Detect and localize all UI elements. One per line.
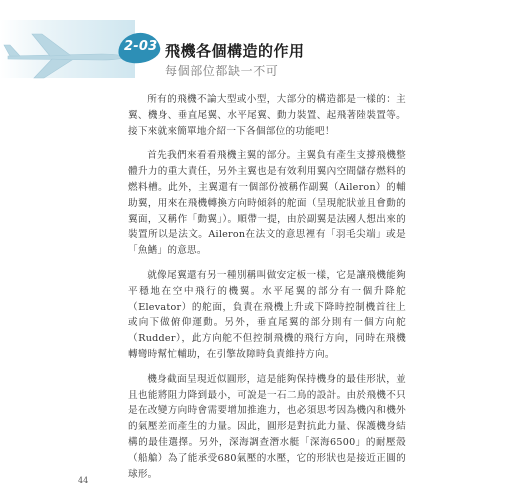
section-number: 2-03	[124, 39, 158, 54]
body-text	[128, 92, 406, 491]
page-subtitle: 每個部位都缺一不可	[165, 64, 279, 78]
paragraph-fuselage: 機身截面呈現近似圓形，這是能夠保持機身的最佳形狀，並且也能將阻力降到最小，可說是一石二鳥的設計。由於飛機不只是在改變方向時會需要增加推進力，也必須思考因為機內和機外的氣壓差而產生的力量。因此，圓形是對抗此力量、保護機身結構的最佳選擇。另外，深海調查潛水艇「深海6500」的耐壓殼（船艙）為了能承受680氣壓的水壓，它的形狀也是接近正圓的球形。	[128, 373, 406, 480]
page-number: 44	[78, 476, 89, 485]
airplane-icon	[2, 28, 134, 80]
header-decoration	[0, 20, 135, 78]
paragraph-main-wing: 首先我們來看看飛機主翼的部分。主翼負有產生支撐飛機整體升力的重大責任，另外主翼也是有效利用翼內空間儲存燃料的燃料槽。此外，主翼還有一個部份被稱作副翼（Aileron）的輔助翼，用來在飛機轉換方向時傾斜的舵面（呈現舵狀並且會動的翼面，又稱作「動翼」）。順帶一提，由於副翼是法國人想出來的裝置所以是法文。Aileron在法文的意思裡有「羽毛尖端」或是「魚鰭」的意思。	[128, 150, 406, 257]
page-title: 飛機各個構造的作用	[165, 42, 305, 60]
paragraph-intro: 所有的飛機不論大型或小型，大部分的構造都是一樣的：主翼、機身、垂直尾翼、水平尾翼、動力裝置、起飛著陸裝置等。接下來就來簡單地介紹一下各個部位的功能吧！	[128, 94, 406, 137]
paragraph-tail: 就像尾翼還有另一種別稱叫做安定板一樣，它是讓飛機能夠平穩地在空中飛行的機翼。水平尾翼的部分有一個升降舵（Elevator）的舵面，負責在飛機上升或下降時控制機首往上或向下做俯仰運動。另外，垂直尾翼的部分則有一個方向舵（Rudder），此方向舵不但控制飛機的飛行方向，同時在飛機轉彎時幫忙輔助，在引擎故障時負責維持方向。	[128, 269, 406, 360]
